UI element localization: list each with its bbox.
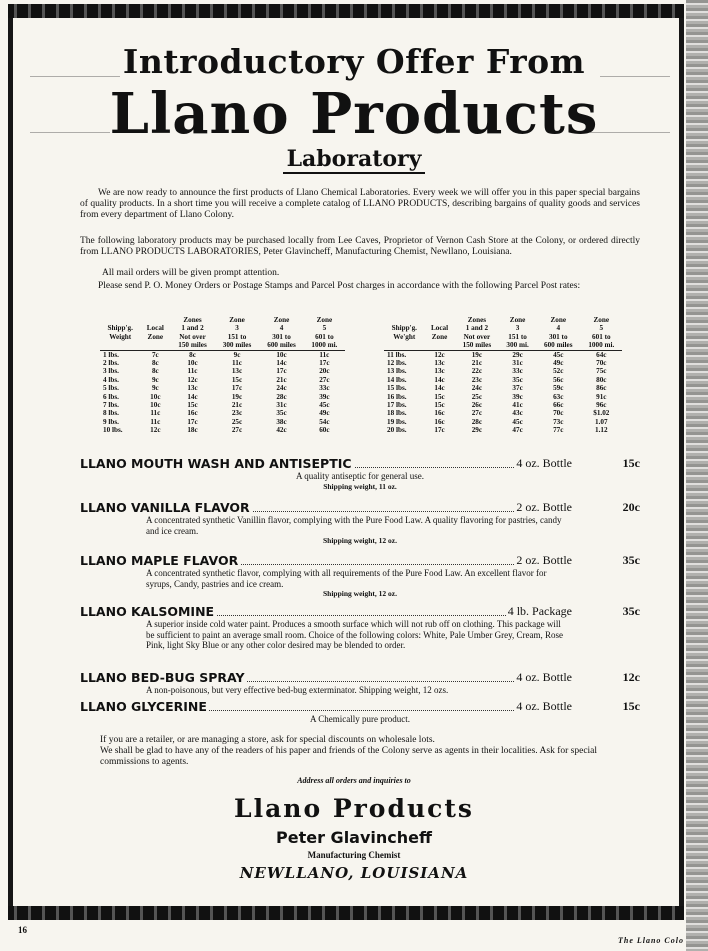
rates-weight-cell: 3 lbs.: [103, 367, 119, 376]
rates-price-cell: 23c: [231, 409, 243, 418]
headline-laboratory: Laboratory: [0, 146, 708, 172]
product-shipping-weight: Shipping weight, 12 oz.: [323, 589, 397, 598]
rates-row: [100, 401, 345, 409]
rates-price-cell: 60c: [319, 426, 330, 435]
rates-row: [100, 384, 345, 392]
rates-price-cell: 21c: [231, 401, 243, 410]
product-name: LLANO MAPLE FLAVOR: [80, 553, 239, 568]
rates-weight-cell: 1 lbs.: [103, 350, 119, 359]
stores-paragraph: The following laboratory products may be purchased locally from Lee Caves, Proprietor of Vernon Cash Store at the Colony, or ordered directly from LLANO PRODUCTS LABORATORIES, Peter Glavincheff, Manufacturing Chemist, Newllano, Louisiana.: [80, 236, 640, 257]
rates-header: Zone 3 151 to: [227, 316, 247, 341]
product-vanilla-flavor: [80, 500, 640, 545]
rates-price-cell: 38c: [276, 417, 287, 426]
rates-row: [384, 384, 622, 392]
rates-miles-row: [384, 341, 622, 350]
product-bed-bug-spray: [80, 670, 640, 696]
rates-price-cell: 86c: [596, 384, 607, 393]
rates-price-cell: 49c: [553, 359, 564, 368]
rates-row: [100, 350, 345, 359]
rates-header: Zone 4 301 to: [272, 316, 291, 341]
product-kalsomine: [80, 604, 640, 651]
rates-header: Local Zone: [430, 324, 449, 341]
rates-price-cell: 9c: [151, 375, 159, 384]
rates-price-cell: 17c: [434, 426, 445, 435]
bottom-ornament-border: [8, 906, 684, 920]
rates-price-cell: 66c: [553, 401, 564, 410]
rates-price-cell: 33c: [512, 367, 523, 376]
product-price: 15c: [622, 699, 640, 713]
rates-miles: 150 miles: [170, 341, 215, 350]
rates-price-cell: 12c: [187, 375, 198, 384]
rates-price-cell: $1.02: [593, 409, 610, 418]
rates-price-cell: 14c: [434, 384, 445, 393]
rates-price-cell: 19c: [231, 392, 243, 401]
product-shipping-weight: Shipping weight, 12 oz.: [323, 536, 397, 545]
rates-price-cell: 29c: [471, 426, 483, 435]
rates-price-cell: 91c: [596, 392, 607, 401]
product-size: 2 oz. Bottle: [516, 500, 572, 514]
rates-weight-cell: 14 lbs.: [387, 375, 407, 384]
rates-body-left: [100, 350, 345, 435]
rates-price-cell: 8c: [151, 359, 159, 368]
parcel-rates-table-left: [100, 316, 345, 435]
rates-weight-cell: 10 lbs.: [103, 426, 123, 435]
rates-price-cell: 13c: [231, 367, 243, 376]
rates-price-cell: 63c: [553, 392, 564, 401]
rates-price-cell: 37c: [512, 384, 523, 393]
product-description: A concentrated synthetic Vanillin flavor, complying with the Pure Food Law. A quality flavoring for pastries, candy and ice cream.: [146, 515, 562, 536]
rates-row: [100, 426, 345, 434]
rates-header: Zone 3 151 to: [508, 316, 527, 341]
rates-price-cell: 11c: [232, 359, 242, 368]
rates-price-cell: 41c: [512, 401, 523, 410]
rates-price-cell: 16c: [434, 409, 445, 418]
rates-price-cell: 11c: [187, 367, 198, 376]
mail-orders-note: All mail orders will be given prompt attention.: [102, 268, 280, 278]
product-shipping-weight: Shipping weight, 11 oz.: [323, 481, 397, 491]
rates-header-row: [384, 316, 622, 341]
rates-row: [384, 401, 622, 409]
rates-price-cell: 14c: [434, 375, 445, 384]
parcel-rates-table-right: [384, 316, 622, 435]
rates-price-cell: 15c: [187, 401, 198, 410]
rates-price-cell: 11c: [150, 417, 161, 426]
rates-price-cell: 39c: [319, 392, 330, 401]
rates-price-cell: 52c: [553, 367, 564, 376]
rates-weight-cell: 7 lbs.: [103, 401, 119, 410]
rates-price-cell: 14c: [187, 392, 198, 401]
rates-row: [100, 367, 345, 375]
rates-price-cell: 27c: [319, 375, 330, 384]
rates-price-cell: 35c: [276, 409, 287, 418]
rates-header-row: [100, 316, 345, 341]
rates-miles: 300 mi.: [499, 341, 536, 350]
product-name: LLANO KALSOMINE: [80, 604, 215, 619]
rates-price-cell: 17c: [276, 367, 287, 376]
rates-weight-cell: 17 lbs.: [387, 401, 407, 410]
product-price: 35c: [622, 553, 640, 567]
rates-price-cell: 45c: [553, 350, 564, 359]
product-description: A Chemically pure product.: [310, 714, 410, 724]
rates-price-cell: 56c: [553, 375, 564, 384]
rates-price-cell: 77c: [553, 426, 564, 435]
product-description: A non-poisonous, but very effective bed-bug exterminator. Shipping weight, 12 ozs.: [146, 685, 449, 695]
product-name: LLANO BED-BUG SPRAY: [80, 670, 245, 685]
rates-weight-cell: 11 lbs.: [387, 350, 407, 359]
rates-price-cell: 70c: [553, 409, 564, 418]
rates-price-cell: 11c: [150, 409, 161, 418]
product-size: 4 oz. Bottle: [516, 670, 572, 684]
footer-masthead: The Llano Colo: [617, 936, 684, 945]
rates-header: Shipp'g. Weight: [107, 324, 133, 341]
rates-price-cell: 19c: [471, 350, 483, 359]
rates-price-cell: 17c: [319, 359, 330, 368]
rates-weight-cell: 6 lbs.: [103, 392, 119, 401]
rates-price-cell: 15c: [434, 392, 445, 401]
product-name: LLANO MOUTH WASH AND ANTISEPTIC: [80, 456, 352, 471]
rates-weight-cell: 4 lbs.: [103, 375, 119, 384]
product-size: 2 oz. Bottle: [516, 553, 572, 567]
rates-weight-cell: 19 lbs.: [387, 417, 407, 426]
rates-weight-cell: 8 lbs.: [103, 409, 119, 418]
rates-price-cell: 8c: [189, 350, 196, 359]
rates-price-cell: 31c: [512, 359, 523, 368]
decor-rule: [30, 76, 120, 77]
rates-row: [100, 393, 345, 401]
rates-price-cell: 23c: [471, 375, 483, 384]
rates-miles: [100, 341, 140, 350]
rates-price-cell: 31c: [276, 401, 287, 410]
rates-weight-cell: 20 lbs.: [387, 426, 407, 435]
rates-price-cell: 13c: [434, 367, 445, 376]
rates-weight-cell: 18 lbs.: [387, 409, 407, 418]
rates-row: [384, 393, 622, 401]
rates-price-cell: 15c: [231, 375, 243, 384]
rates-price-cell: 17c: [231, 384, 243, 393]
product-description: A concentrated synthetic flavor, complying with all requirements of the Pure Food Law. An excellent flavor for syrups, Candy, pastries and ice cream.: [146, 568, 547, 589]
rates-miles-row: [100, 341, 345, 350]
rates-price-cell: 80c: [596, 375, 607, 384]
rates-price-cell: 28c: [471, 417, 483, 426]
rates-row: [384, 418, 622, 426]
product-size: 4 oz. Bottle: [516, 456, 572, 470]
agents-line: We shall be glad to have any of the readers of his paper and friends of the Colony serve as agents in their localities. Ask for special commissions to agents.: [100, 746, 598, 767]
rates-price-cell: 8c: [151, 367, 159, 376]
rates-weight-cell: 13 lbs.: [387, 367, 407, 376]
rates-price-cell: 45c: [512, 417, 523, 426]
rates-price-cell: 16c: [187, 409, 198, 418]
rates-price-cell: 13c: [187, 384, 198, 393]
rates-miles: 1000 mi.: [304, 341, 345, 350]
rates-price-cell: 15c: [434, 401, 445, 410]
signature-company: Llano Products: [234, 794, 474, 823]
rates-price-cell: 7c: [151, 350, 159, 359]
rates-price-cell: 13c: [434, 359, 445, 368]
rates-price-cell: 45c: [319, 401, 330, 410]
rates-price-cell: 18c: [187, 426, 198, 435]
rates-price-cell: 26c: [471, 401, 483, 410]
decor-rule: [590, 132, 670, 133]
signature-role: Manufacturing Chemist: [307, 850, 401, 860]
retailer-line: If you are a retailer, or are managing a store, ask for special discounts on wholesale lots.: [100, 735, 435, 745]
rates-price-cell: 9c: [151, 384, 159, 393]
rates-price-cell: 33c: [319, 384, 330, 393]
rates-price-cell: 29c: [512, 350, 523, 359]
rates-price-cell: 16c: [434, 417, 445, 426]
rates-price-cell: 9c: [233, 350, 241, 359]
product-description: A superior inside cold water paint. Produces a smooth surface which will not rub off on clothing. This package will be sufficient to paint an average small room. Choice of the following colors: White, Pale Umber Grey, Cream, Rose Pink, light Sky Blue or any other color desired may be blended to order.: [146, 619, 563, 650]
rates-price-cell: 24c: [276, 384, 287, 393]
headline-brand: Llano Products: [109, 81, 599, 147]
rates-price-cell: 70c: [596, 359, 607, 368]
rates-weight-cell: 5 lbs.: [103, 384, 119, 393]
rates-price-cell: 1.12: [595, 426, 608, 435]
rates-miles: [140, 341, 170, 350]
rates-row: [384, 367, 622, 375]
rates-row: [100, 376, 345, 384]
rates-price-cell: 21c: [276, 375, 287, 384]
rates-price-cell: 12c: [150, 426, 161, 435]
rates-price-cell: 20c: [319, 367, 330, 376]
decor-rule: [30, 132, 110, 133]
headline-intro: Introductory Offer From: [122, 42, 586, 81]
product-size: 4 lb. Package: [507, 604, 572, 618]
product-description: A quality antiseptic for general use.: [296, 471, 424, 481]
rates-miles: 600 miles: [536, 341, 581, 350]
decor-rule: [600, 76, 670, 77]
rates-price-cell: 12c: [434, 350, 445, 359]
rates-price-cell: 14c: [276, 359, 287, 368]
rates-weight-cell: 12 lbs.: [387, 359, 407, 368]
page-number: 16: [18, 925, 27, 935]
product-maple-flavor: [80, 553, 640, 598]
rates-row: [100, 409, 345, 417]
rates-price-cell: 1.07: [595, 417, 608, 426]
rates-header: Zone 5 601 to: [592, 316, 611, 341]
product-glycerine: [80, 699, 640, 725]
product-price: 12c: [622, 670, 640, 684]
rates-price-cell: 39c: [512, 392, 523, 401]
rates-weight-cell: 16 lbs.: [387, 392, 407, 401]
rates-price-cell: 28c: [276, 392, 287, 401]
rates-row: [384, 426, 622, 434]
rates-price-cell: 11c: [319, 350, 330, 359]
rates-price-cell: 24c: [471, 384, 483, 393]
rates-price-cell: 25c: [231, 417, 243, 426]
product-size: 4 oz. Bottle: [516, 699, 572, 713]
rates-price-cell: 75c: [596, 367, 607, 376]
rates-weight-cell: 15 lbs.: [387, 384, 407, 393]
rates-price-cell: 10c: [276, 350, 287, 359]
rates-miles: 600 miles: [259, 341, 304, 350]
rates-miles: 150 miles: [455, 341, 500, 350]
rates-price-cell: 22c: [471, 367, 483, 376]
rates-row: [384, 376, 622, 384]
product-price: 35c: [622, 604, 640, 618]
top-ornament-border: [8, 4, 684, 18]
intro-paragraph: We are now ready to announce the first products of Llano Chemical Laboratories. Every week we will offer you in this paper special bargains of quality products. In a short time you will receive a complete catalog of LLANO PRODUCTS, describing bargains of quality goods and services from every department of Llano Colony.: [80, 188, 640, 220]
signature-place: NEWLLANO, LOUISIANA: [239, 864, 469, 882]
rates-row: [100, 418, 345, 426]
product-name: LLANO VANILLA FLAVOR: [80, 500, 250, 515]
rates-price-cell: 10c: [187, 359, 198, 368]
rates-price-cell: 17c: [187, 417, 198, 426]
rates-price-cell: 42c: [276, 426, 287, 435]
rates-header: Zone 5 601 to: [315, 316, 334, 341]
rates-row: [384, 359, 622, 367]
rates-weight-cell: 2 lbs.: [103, 359, 119, 368]
rates-price-cell: 47c: [512, 426, 523, 435]
rates-header: Zones 1 and 2 Not over: [179, 316, 206, 341]
rates-body-right: [384, 350, 622, 435]
product-name: LLANO GLYCERINE: [80, 699, 207, 714]
rates-price-cell: 35c: [512, 375, 523, 384]
rates-price-cell: 96c: [596, 401, 607, 410]
retailer-note: [100, 735, 640, 768]
product-price: 20c: [622, 500, 640, 514]
rates-price-cell: 73c: [553, 417, 564, 426]
rates-header: Zones 1 and 2 Not over: [463, 316, 491, 341]
rates-price-cell: 27c: [231, 426, 243, 435]
rates-row: [100, 359, 345, 367]
rates-miles: 1000 mi.: [581, 341, 622, 350]
product-mouth-wash: [80, 456, 640, 491]
rates-price-cell: 64c: [596, 350, 607, 359]
payment-instructions: Please send P. O. Money Orders or Postage Stamps and Parcel Post charges in accordance with the following Parcel Post rates:: [98, 281, 581, 291]
rates-price-cell: 10c: [150, 401, 161, 410]
rates-price-cell: 10c: [150, 392, 161, 401]
rates-price-cell: 59c: [553, 384, 564, 393]
rates-miles: 300 miles: [215, 341, 260, 350]
rates-header: Local Zone: [146, 324, 164, 341]
rates-row: [384, 350, 622, 359]
rates-price-cell: 49c: [319, 409, 330, 418]
rates-miles: [425, 341, 455, 350]
address-line: Address all orders and inquiries to: [297, 776, 411, 785]
product-price: 15c: [622, 456, 640, 470]
rates-price-cell: 43c: [512, 409, 523, 418]
rates-price-cell: 27c: [471, 409, 483, 418]
rates-header: Zone 4 301 to: [548, 316, 568, 341]
rates-weight-cell: 9 lbs.: [103, 417, 119, 426]
rates-miles: [384, 341, 425, 350]
rates-price-cell: 21c: [471, 359, 483, 368]
rates-price-cell: 54c: [319, 417, 330, 426]
signature-person: Peter Glavincheff: [276, 828, 432, 847]
rates-row: [384, 409, 622, 417]
rates-price-cell: 25c: [471, 392, 483, 401]
rates-header: Shipp'g. We'ght: [391, 324, 417, 341]
